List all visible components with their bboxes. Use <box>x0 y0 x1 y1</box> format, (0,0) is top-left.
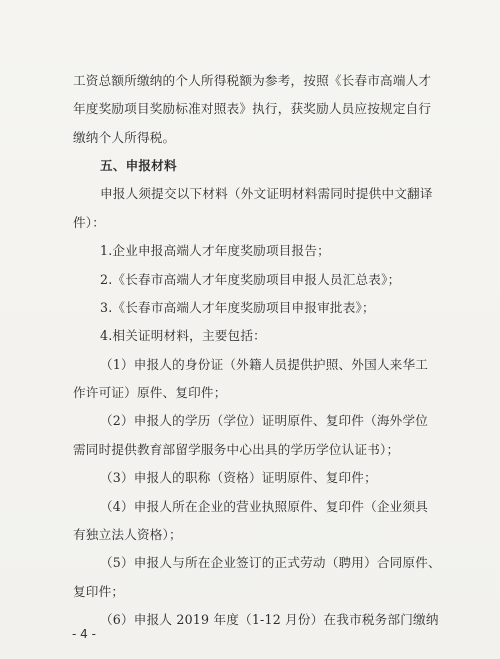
body-text-line: 件）： <box>73 215 106 230</box>
sub-list-item-continued: 作许可证）原件、复印件； <box>73 385 227 400</box>
sub-list-item: （4）申报人所在企业的营业执照原件、复印件（企业须具 <box>100 499 429 514</box>
page-number: - 4 - <box>72 627 96 641</box>
body-text-line: 申报人须提交以下材料（外文证明材料需同时提供中文翻译 <box>100 186 433 201</box>
sub-list-item: （5）申报人与所在企业签订的正式劳动（聘用）合同原件、 <box>100 555 441 570</box>
list-item: 2.《长春市高端人才年度奖励项目申报人员汇总表》； <box>100 272 401 287</box>
list-item: 1.企业申报高端人才年度奖励项目报告； <box>100 243 330 258</box>
sub-list-item: （6）申报人 2019 年度（1-12 月份）在我市税务部门缴纳 <box>100 612 439 627</box>
sub-list-item: （3）申报人的职称（资格）证明原件、复印件； <box>100 470 377 485</box>
sub-list-item-continued: 有独立法人资格）； <box>73 527 182 542</box>
section-heading: 五、申报材料 <box>100 158 177 173</box>
body-text-line: 缴纳个人所得税。 <box>73 130 176 145</box>
sub-list-item-continued: 复印件； <box>73 584 125 599</box>
list-item: 4.相关证明材料，主要包括： <box>100 328 266 343</box>
sub-list-item: （1）申报人的身份证（外籍人员提供护照、外国人来华工 <box>100 357 429 372</box>
list-item: 3.《长春市高端人才年度奖励项目申报审批表》； <box>100 300 375 315</box>
body-text-line: 年度奖励项目奖励标准对照表》执行，获奖励人员应按规定自行 <box>73 101 432 116</box>
body-text-line: 工资总额所缴纳的个人所得税额为参考，按照《长春市高端人才 <box>73 73 432 88</box>
sub-list-item: （2）申报人的学历（学位）证明原件、复印件（海外学位 <box>100 413 429 428</box>
sub-list-item-continued: 需同时提供教育部留学服务中心出具的学历学位认证书）； <box>73 442 400 457</box>
